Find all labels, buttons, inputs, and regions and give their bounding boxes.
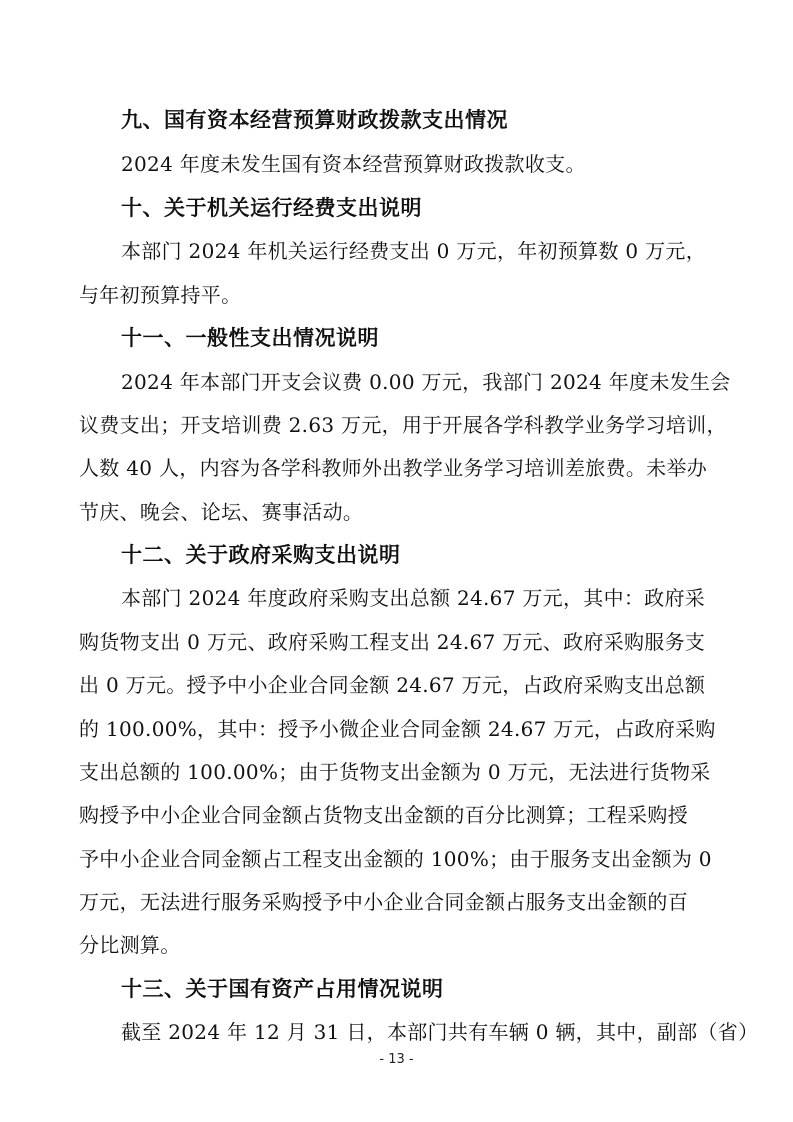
section-13-paragraph-line: 截至 2024 年 12 月 31 日，本部门共有车辆 0 辆，其中，副部（省）: [121, 1020, 759, 1044]
section-12-paragraph-line: 支出总额的 100.00%；由于货物支出金额为 0 万元，无法进行货物采: [79, 760, 711, 784]
section-12-paragraph-line: 予中小企业合同金额占工程支出金额的 100%；由于服务支出金额为 0: [79, 847, 712, 871]
section-10-paragraph-line: 本部门 2024 年机关运行经费支出 0 万元，年初预算数 0 万元，: [121, 239, 706, 263]
section-10-paragraph-line: 与年初预算持平。: [79, 283, 242, 307]
section-12-paragraph-line: 万元，无法进行服务采购授予中小企业合同金额占服务支出金额的百: [79, 890, 688, 914]
section-11-paragraph-line: 人数 40 人，内容为各学科教师外出教学业务学习培训差旅费。未举办: [79, 456, 708, 480]
section-11-heading: 十一、一般性支出情况说明: [121, 326, 379, 350]
section-12-paragraph-line: 购货物支出 0 万元、政府采购工程支出 24.67 万元、政府采购服务支: [79, 630, 706, 654]
section-12-paragraph-line: 本部门 2024 年度政府采购支出总额 24.67 万元，其中：政府采: [121, 586, 706, 610]
page-number: - 13 -: [379, 1052, 414, 1067]
section-12-paragraph-line: 购授予中小企业合同金额占货物支出金额的百分比测算；工程采购授: [79, 803, 688, 827]
section-12-paragraph-line: 的 100.00%，其中：授予小微企业合同金额 24.67 万元，占政府采购: [79, 717, 716, 741]
section-12-heading: 十二、关于政府采购支出说明: [121, 543, 401, 567]
section-10-heading: 十、关于机关运行经费支出说明: [121, 196, 422, 220]
section-12-paragraph-line: 分比测算。: [79, 933, 181, 957]
section-11-paragraph-line: 议费支出；开支培训费 2.63 万元，用于开展各学科教学业务学习培训，: [79, 413, 727, 437]
section-9-paragraph-line: 2024 年度未发生国有资本经营预算财政拨款收支。: [121, 152, 586, 176]
section-11-paragraph-line: 2024 年本部门开支会议费 0.00 万元，我部门 2024 年度未发生会: [121, 370, 731, 394]
section-12-paragraph-line: 出 0 万元。授予中小企业合同金额 24.67 万元，占政府采购支出总额: [79, 673, 706, 697]
section-11-paragraph-line: 节庆、晚会、论坛、赛事活动。: [79, 500, 364, 524]
section-9-heading: 九、国有资本经营预算财政拨款支出情况: [121, 108, 508, 132]
section-13-heading: 十三、关于国有资产占用情况说明: [121, 977, 444, 1001]
